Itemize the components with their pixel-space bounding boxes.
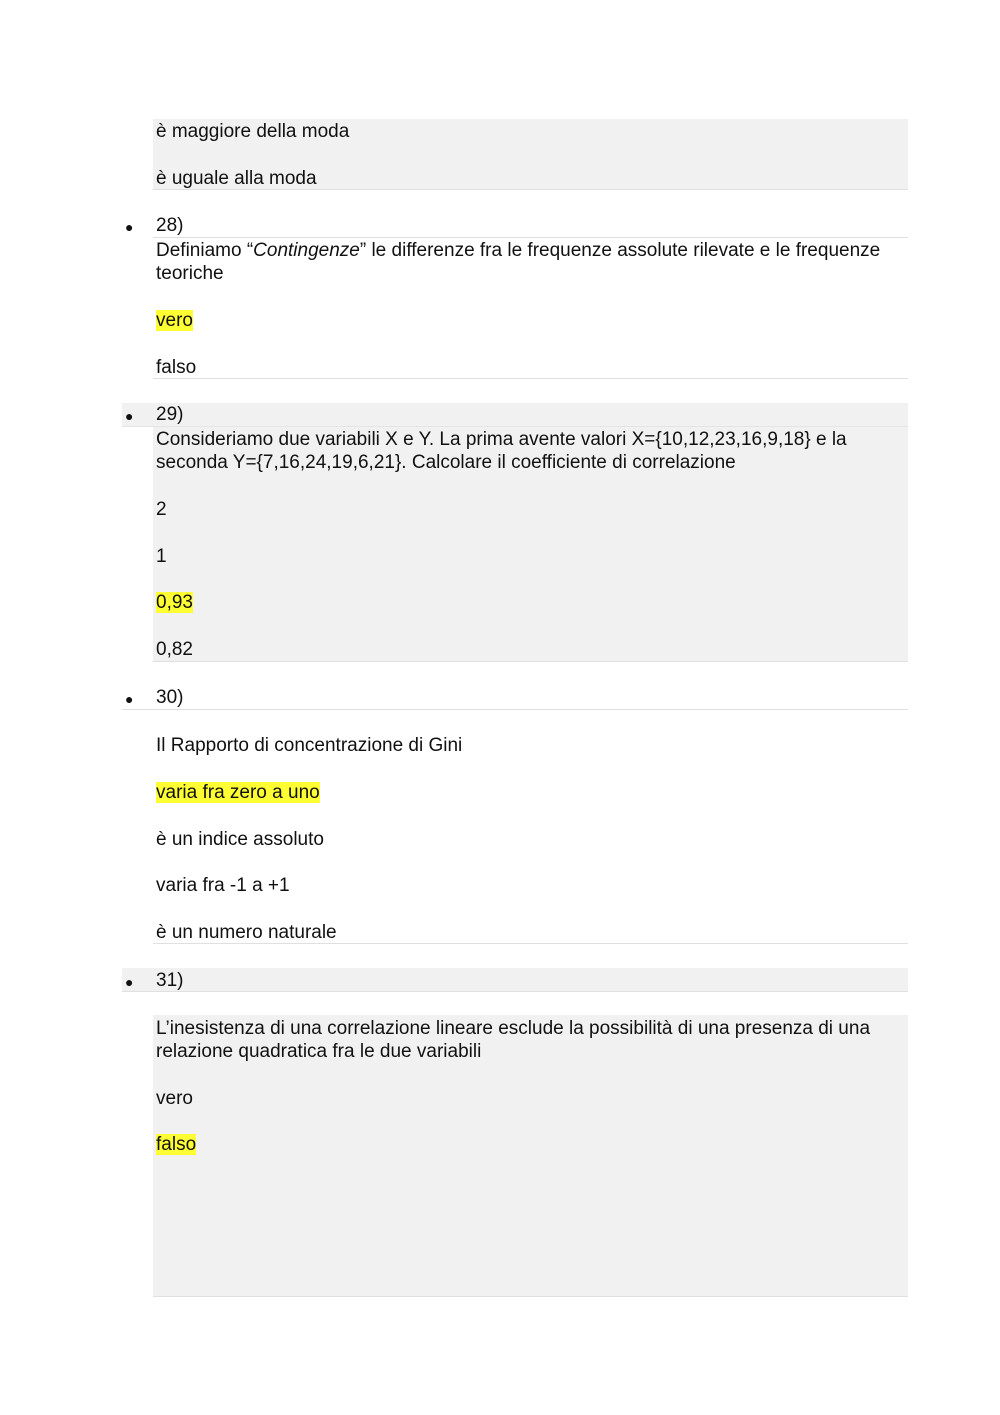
highlight-marker: 0,93: [156, 592, 193, 613]
answer-option-correct[interactable]: [156, 781, 320, 804]
bullet-icon: ●: [125, 408, 134, 424]
question-text-part: Definiamo “: [156, 240, 254, 261]
divider: [153, 661, 908, 662]
question-header-bar: [122, 968, 908, 991]
answer-option-correct[interactable]: [156, 591, 193, 614]
question-text: Il Rapporto di concentrazione di Gini: [156, 735, 463, 756]
bullet-icon: ●: [125, 691, 134, 707]
question-text: L’inesistenza di una correlazione lineare esclude la possibilità di una presenza di una relazione quadratica fra le due variabili: [156, 1018, 871, 1062]
divider: [153, 378, 908, 379]
answer-option[interactable]: varia fra -1 a +1: [156, 875, 290, 896]
answer-option[interactable]: 2: [156, 499, 167, 520]
answer-option[interactable]: è uguale alla moda: [156, 168, 317, 189]
highlight-marker: falso: [156, 1134, 197, 1155]
answer-option[interactable]: 0,82: [156, 639, 193, 660]
divider: [122, 426, 908, 427]
question-header-bar: [122, 403, 908, 426]
answer-option[interactable]: è un indice assoluto: [156, 829, 324, 850]
answer-option-correct[interactable]: [156, 1133, 196, 1156]
divider: [153, 237, 908, 238]
question-number: 28): [156, 215, 184, 236]
answer-option[interactable]: è un numero naturale: [156, 922, 337, 943]
answer-option[interactable]: è maggiore della moda: [156, 121, 350, 142]
answer-option[interactable]: vero: [156, 1088, 193, 1109]
question-number: 31): [156, 970, 184, 991]
question-text: [156, 239, 901, 285]
divider: [122, 709, 908, 710]
highlight-marker: vero: [156, 310, 193, 331]
question-text-italic: Contingenze: [253, 240, 360, 261]
answer-option[interactable]: falso: [156, 357, 197, 378]
bullet-icon: ●: [125, 219, 134, 235]
question-text: Consideriamo due variabili X e Y. La prima avente valori X={10,12,23,16,9,18} e la seconda Y={7,16,24,19,6,21}. Calcolare il coefficiente di correlazione: [156, 429, 847, 473]
answer-option-correct[interactable]: [156, 309, 193, 332]
question-number: 29): [156, 404, 184, 425]
divider: [122, 991, 908, 992]
question-number: 30): [156, 687, 184, 708]
divider: [153, 943, 908, 944]
bullet-icon: ●: [125, 974, 134, 990]
highlight-marker: varia fra zero a uno: [156, 782, 320, 803]
divider: [153, 1296, 908, 1297]
question-text-part: ” le differenze fra le frequenze assolute rilevate e le frequenze teoriche: [156, 240, 881, 284]
answer-option[interactable]: 1: [156, 546, 167, 567]
